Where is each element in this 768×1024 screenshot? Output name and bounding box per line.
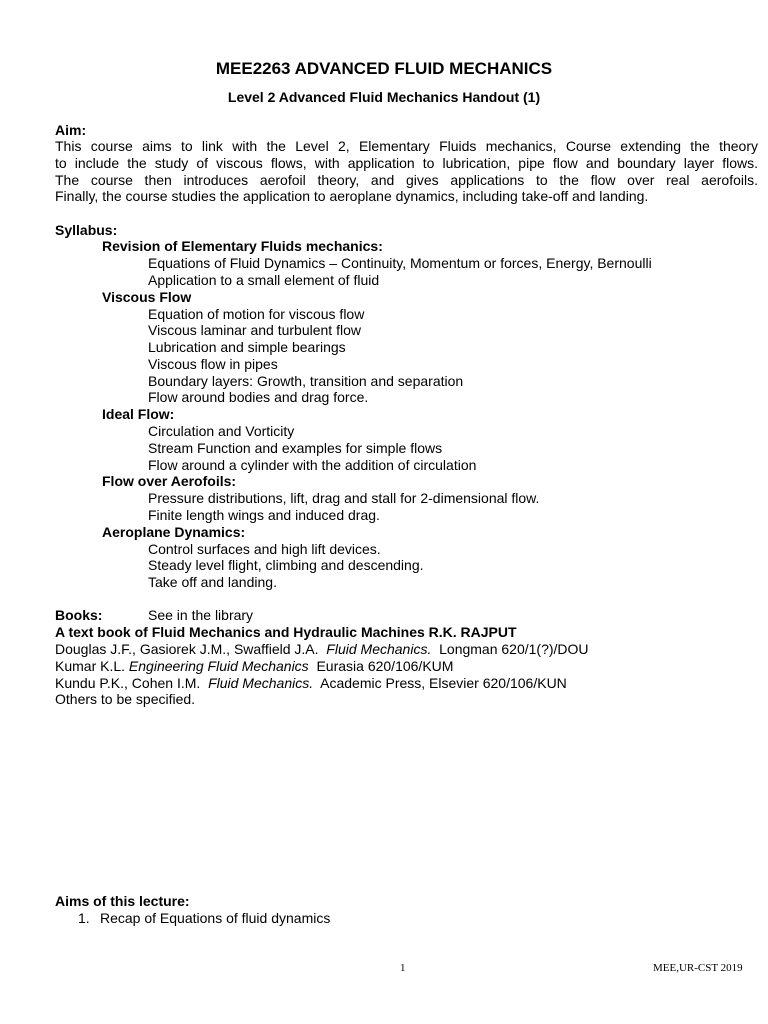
syllabus-item: Flow around bodies and drag force. <box>148 389 369 405</box>
aim-line: Finally, the course studies the application to aeroplane dynamics, including take-off and landing. <box>55 188 649 205</box>
syllabus-section-title: Aeroplane Dynamics: <box>102 524 246 540</box>
book-publisher: Eurasia 620/106/KUM <box>316 658 454 674</box>
books-heading: Books: <box>55 607 103 623</box>
syllabus-item: Flow around a cylinder with the addition of circulation <box>148 457 477 473</box>
syllabus-item: Lubrication and simple bearings <box>148 339 346 355</box>
book-title: Fluid Mechanics. <box>208 675 314 691</box>
syllabus-section-title: Ideal Flow: <box>102 406 175 422</box>
list-number: 1. <box>78 910 90 926</box>
lecture-aim-text: Recap of Equations of fluid dynamics <box>100 910 331 926</box>
aim-line: The course then introduces aerofoil theory, and gives applications to the flow over real aerofoils. <box>55 171 758 188</box>
syllabus-section-title: Flow over Aerofoils: <box>102 473 237 489</box>
book-authors: Douglas J.F., Gasiorek J.M., Swaffield J.A. <box>55 641 319 657</box>
syllabus-item: Viscous laminar and turbulent flow <box>148 322 361 338</box>
syllabus-item: Viscous flow in pipes <box>148 356 278 372</box>
syllabus-section-title: Viscous Flow <box>102 289 192 305</box>
syllabus-item: Boundary layers: Growth, transition and separation <box>148 373 464 389</box>
syllabus-section-title: Revision of Elementary Fluids mechanics: <box>102 238 383 254</box>
syllabus-item: Equations of Fluid Dynamics – Continuity, Momentum or forces, Energy, Bernoulli <box>148 255 652 271</box>
aim-paragraph <box>55 138 758 205</box>
book-authors: Kumar K.L. <box>55 658 126 674</box>
syllabus-item: Steady level flight, climbing and descending. <box>148 557 424 573</box>
book-authors: Kundu P.K., Cohen I.M. <box>55 675 201 691</box>
syllabus-item: Take off and landing. <box>148 574 277 590</box>
syllabus-item: Finite length wings and induced drag. <box>148 507 380 523</box>
document-title: MEE2263 ADVANCED FLUID MECHANICS <box>215 59 553 78</box>
lecture-aims-heading: Aims of this lecture: <box>55 893 190 909</box>
syllabus-item: Pressure distributions, lift, drag and stall for 2-dimensional flow. <box>148 490 540 506</box>
book-entry <box>55 658 453 675</box>
syllabus-item: Control surfaces and high lift devices. <box>148 541 381 557</box>
page-number: 1 <box>400 962 406 974</box>
footer-code: MEE,UR-CST 2019 <box>653 962 743 974</box>
lecture-aim-item <box>78 910 330 927</box>
books-others: Others to be specified. <box>55 691 196 707</box>
book-entry <box>55 675 567 692</box>
aim-line: This course aims to link with the Level 2, Elementary Fluids mechanics, Course extending the theory <box>55 138 758 154</box>
book-title: Fluid Mechanics. <box>326 641 432 657</box>
book-entry <box>55 641 589 658</box>
book-publisher: Longman 620/1(?)/DOU <box>439 641 589 657</box>
document-subtitle: Level 2 Advanced Fluid Mechanics Handout (1) <box>227 89 541 105</box>
aim-line: to include the study of viscous flows, with application to lubrication, pipe flow and boundary layer flows. <box>55 154 758 171</box>
syllabus-item: Circulation and Vorticity <box>148 423 295 439</box>
book-publisher: Academic Press, Elsevier 620/106/KUN <box>320 675 567 691</box>
aim-heading: Aim: <box>55 122 87 138</box>
book-title: Engineering Fluid Mechanics <box>128 658 309 674</box>
syllabus-item: Stream Function and examples for simple flows <box>148 440 443 456</box>
featured-book: A text book of Fluid Mechanics and Hydraulic Machines R.K. RAJPUT <box>55 624 517 640</box>
books-note: See in the library <box>148 607 254 623</box>
syllabus-heading: Syllabus: <box>55 222 118 238</box>
syllabus-item: Equation of motion for viscous flow <box>148 306 365 322</box>
syllabus-item: Application to a small element of fluid <box>148 272 380 288</box>
